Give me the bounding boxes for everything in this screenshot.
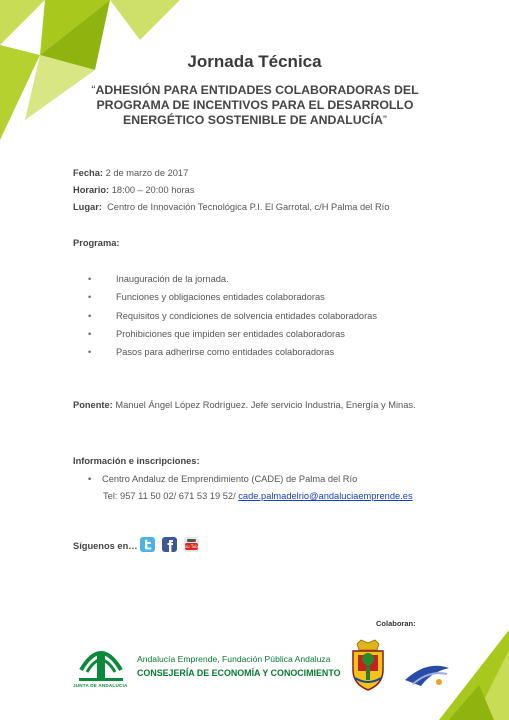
youtube-icon[interactable] bbox=[184, 537, 199, 552]
ponente-row bbox=[73, 400, 416, 410]
programa-heading bbox=[73, 238, 120, 248]
horario-label: Horario: bbox=[73, 185, 110, 195]
list-item: • Pasos para adherirse como entidades colaboradoras bbox=[88, 345, 377, 363]
programa-label: Programa: bbox=[73, 238, 120, 248]
ponente-value: Manuel Ángel López Rodríguez. Jefe servicio Industria, Energía y Minas. bbox=[115, 400, 416, 410]
cade-logo bbox=[403, 658, 451, 688]
list-item: • Inauguración de la jornada. bbox=[88, 272, 377, 290]
org-line-2: CONSEJERÍA DE ECONOMÍA Y CONOCIMIENTO bbox=[137, 668, 341, 678]
lugar-value: Centro de Innovación Tecnológica P.I. El Garrotal, c/H Palma del Río bbox=[107, 202, 390, 212]
fecha-row bbox=[73, 168, 188, 178]
lugar-row bbox=[73, 202, 389, 212]
subtitle-open-quote: “ bbox=[91, 83, 96, 97]
fecha-value: 2 de marzo de 2017 bbox=[105, 168, 189, 178]
colaboran-label: Colaboran: bbox=[376, 619, 416, 628]
ponente-label: Ponente: bbox=[73, 400, 113, 410]
event-subtitle bbox=[70, 83, 440, 128]
follow-label: Síguenos en… bbox=[73, 541, 138, 551]
info-heading bbox=[73, 456, 200, 466]
programa-list bbox=[88, 272, 377, 363]
lugar-label: Lugar: bbox=[73, 202, 102, 212]
org-line-1: Andalucía Emprende, Fundación Pública Andaluza bbox=[137, 654, 331, 664]
info-center: • Centro Andaluz de Emprendimiento (CADE) de Palma del Río bbox=[88, 474, 357, 484]
junta-logo-text: JUNTA DE ANDALUCIA bbox=[73, 683, 128, 688]
fecha-label: Fecha: bbox=[73, 168, 103, 178]
page-title: Jornada Técnica bbox=[187, 52, 322, 71]
phone-numbers: Tel: 957 11 50 02/ 671 53 19 52/ bbox=[103, 491, 236, 501]
list-item: • Funciones y obligaciones entidades colaboradoras bbox=[88, 290, 377, 308]
info-label: Información e inscripciones: bbox=[73, 456, 200, 466]
twitter-icon[interactable] bbox=[140, 537, 155, 552]
subtitle-close-quote: ” bbox=[382, 113, 387, 127]
list-item: • Prohibiciones que impiden ser entidades colaboradoras bbox=[88, 327, 377, 345]
horario-value: 18:00 – 20:00 horas bbox=[111, 185, 195, 195]
facebook-icon[interactable] bbox=[162, 537, 177, 552]
horario-row bbox=[73, 185, 194, 195]
list-item: • Requisitos y condiciones de solvencia entidades colaboradoras bbox=[88, 309, 377, 327]
youtube-icon-text: You Tube bbox=[182, 544, 201, 550]
junta-andalucia-logo bbox=[75, 640, 127, 684]
subtitle-text: ADHESIÓN PARA ENTIDADES COLABORADORAS DEL PROGRAMA DE INCENTIVOS PARA EL DESARROLLO ENERGÉTICO SOSTENIBLE DE ANDALUCÍA bbox=[95, 83, 419, 127]
email-link[interactable]: cade.palmadelrio@andaluciaemprende.es bbox=[238, 491, 413, 501]
palma-del-rio-crest bbox=[347, 638, 389, 692]
contact-line bbox=[103, 491, 413, 501]
